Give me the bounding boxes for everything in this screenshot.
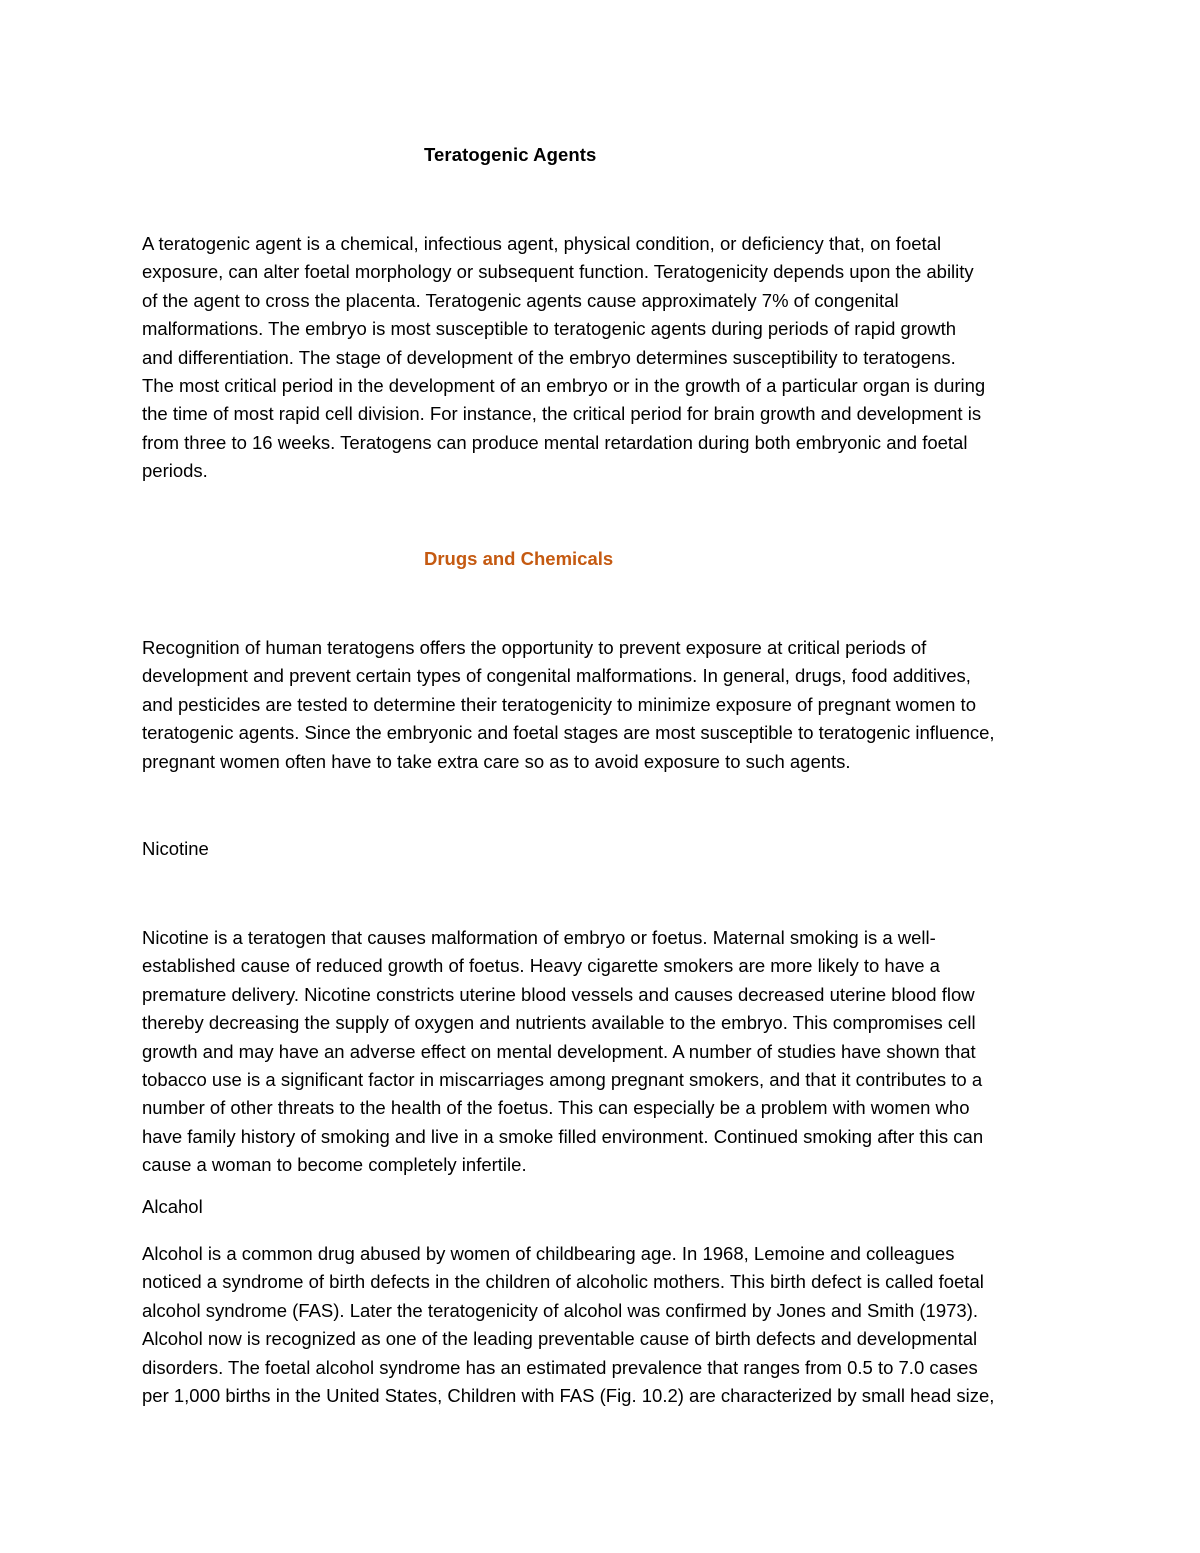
text-line: established cause of reduced growth of foetus. Heavy cigarette smokers are more likely to have a [142,955,940,977]
text-line: premature delivery. Nicotine constricts uterine blood vessels and causes decreased uterine blood flow [142,983,975,1005]
alcohol-heading: Alcahol [142,1196,203,1217]
text-line: exposure, can alter foetal morphology or subsequent function. Teratogenicity depends upon the ability [142,261,974,283]
text-line: of the agent to cross the placenta. Teratogenic agents cause approximately 7% of congenital [142,289,899,311]
text-line: thereby decreasing the supply of oxygen and nutrients available to the embryo. This compromises cell [142,1012,976,1034]
intro-paragraph [142,230,1062,486]
text-line: per 1,000 births in the United States, Children with FAS (Fig. 10.2) are characterized by small head size, [142,1385,995,1407]
text-line: and differentiation. The stage of development of the embryo determines susceptibility to teratogens. [142,346,956,368]
text-line: from three to 16 weeks. Teratogens can produce mental retardation during both embryonic and foetal [142,431,968,453]
text-line: Alcohol now is recognized as one of the leading preventable cause of birth defects and developmental [142,1328,978,1350]
text-line: the time of most rapid cell division. For instance, the critical period for brain growth and development is [142,403,982,425]
nicotine-paragraph [142,924,1062,1180]
text-line: alcohol syndrome (FAS). Later the teratogenicity of alcohol was confirmed by Jones and Smith (1973). [142,1299,979,1321]
text-line: malformations. The embryo is most susceptible to teratogenic agents during periods of rapid growth [142,318,957,340]
text-line: development and prevent certain types of congenital malformations. In general, drugs, food additives, [142,665,971,687]
text-line: teratogenic agents. Since the embryonic and foetal stages are most susceptible to teratogenic influence, [142,722,995,744]
text-line: tobacco use is a significant factor in miscarriages among pregnant smokers, and that it contributes to a [142,1069,983,1091]
text-line: pregnant women often have to take extra care so as to avoid exposure to such agents. [142,750,851,772]
text-line: number of other threats to the health of the foetus. This can especially be a problem with women who [142,1097,970,1119]
text-line: disorders. The foetal alcohol syndrome has an estimated prevalence that ranges from 0.5 to 7.0 cases [142,1356,978,1378]
text-line: cause a woman to become completely infertile. [142,1154,527,1176]
section-heading-drugs-chemicals: Drugs and Chemicals [424,548,614,569]
text-line: noticed a syndrome of birth defects in the children of alcoholic mothers. This birth defect is called foetal [142,1271,984,1293]
text-line: growth and may have an adverse effect on mental development. A number of studies have shown that [142,1040,976,1062]
text-line: have family history of smoking and live in a smoke filled environment. Continued smoking after this can [142,1125,984,1147]
text-line: Nicotine is a teratogen that causes malformation of embryo or foetus. Maternal smoking is a well- [142,927,936,948]
alcohol-paragraph [142,1240,1062,1410]
document-title: Teratogenic Agents [424,144,597,165]
text-line: The most critical period in the development of an embryo or in the growth of a particular organ is during [142,375,986,397]
nicotine-heading: Nicotine [142,838,209,859]
text-line: Alcohol is a common drug abused by women of childbearing age. In 1968, Lemoine and colleagues [142,1243,955,1264]
text-line: and pesticides are tested to determine their teratogenicity to minimize exposure of pregnant women to [142,693,976,715]
text-line: Recognition of human teratogens offers the opportunity to prevent exposure at critical periods of [142,637,927,658]
text-line: A teratogenic agent is a chemical, infectious agent, physical condition, or deficiency that, on foetal [142,233,942,254]
text-line: periods. [142,460,208,482]
drugs-paragraph [142,634,1062,776]
